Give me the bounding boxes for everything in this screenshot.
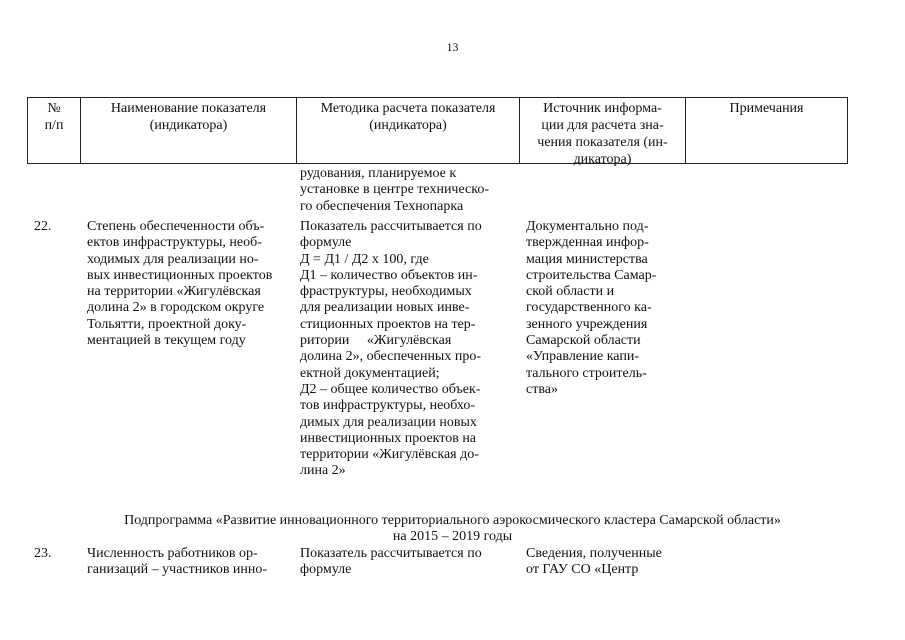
row23-num: 23. [34, 546, 52, 561]
row22-num: 22. [34, 219, 52, 234]
row23-name: Численность работников ор- ганизаций – участников инно- [87, 546, 268, 578]
header-num: № п/п [28, 98, 81, 163]
row23-source: Сведения, полученные от ГАУ СО «Центр [526, 546, 662, 578]
continued-method-text: рудования, планируемое к установке в центре техническо- го обеспечения Технопарка [300, 166, 489, 214]
subprogram-title: Подпрограмма «Развитие инновационного территориального аэрокосмического кластера Самарской области» на 2015 – 2019 годы [124, 513, 781, 544]
header-name: Наименование показателя (индикатора) [81, 98, 297, 163]
table-header [27, 97, 848, 167]
header-source: Источник информа- ции для расчета зна- чения показателя (ин- дикатора) [520, 98, 686, 163]
row23-method: Показатель рассчитывается по формуле [300, 546, 482, 578]
row22-source: Документально под- твержденная инфор- мация министерства строительства Самар- ской области и государственного ка- зенного учреждения Самарской области «Управление капи- тального строитель- ства» [526, 219, 657, 397]
page-number: 13 [446, 40, 459, 54]
row22-method: Показатель рассчитывается по формуле Д = Д1 / Д2 х 100, где Д1 – количество объектов ин- фраструктуры, необходимых для реализации новых инве- стиционных проектов на тер- ритории «Жигулёвская долина 2», обеспеченных про- ектной документацией; Д2 – общее количество объек- тов инфраструктуры, необхо- димых для реализации новых инвестиционных проектов на территории «Жигулёвская до- лина 2» [300, 219, 482, 479]
header-note: Примечания [729, 101, 804, 116]
header-method: Методика расчета показателя (индикатора) [297, 98, 520, 163]
row22-name: Степень обеспеченности объ- ектов инфраструктуры, необ- ходимых для реализации но- вых инвестиционных проектов на территории «Жигулёвская долина 2» в городском округе Тольятти, проектной доку- ментацией в текущем году [87, 219, 273, 349]
